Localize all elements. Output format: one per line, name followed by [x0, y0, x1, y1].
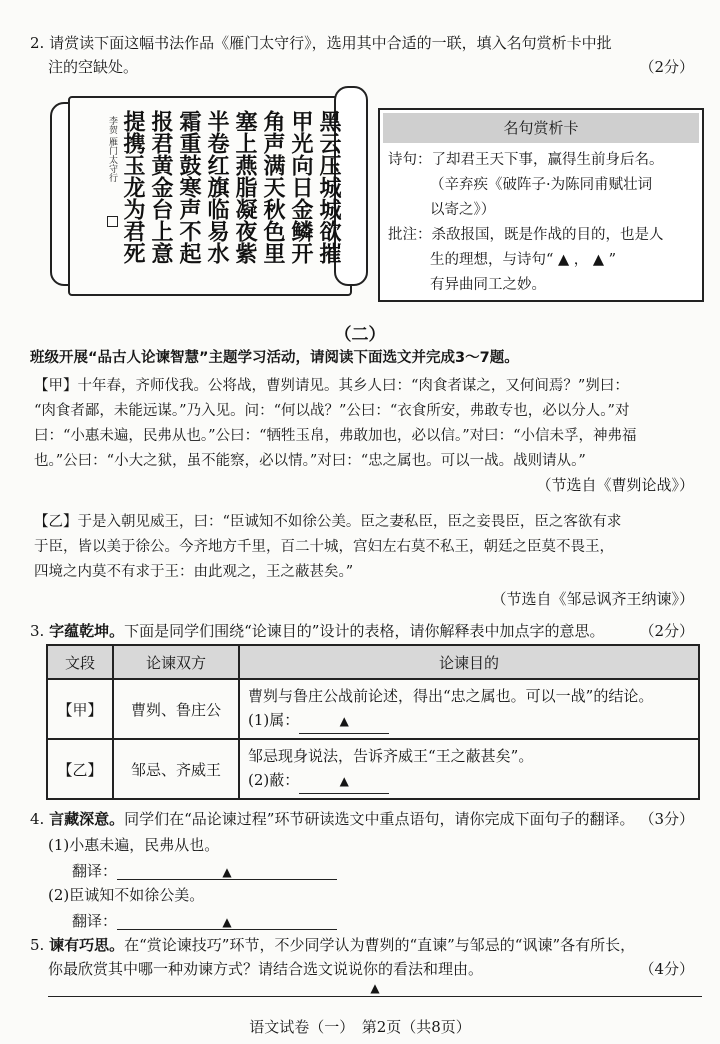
- q4-answer-2: [72, 910, 337, 931]
- calligraphy-scroll: [50, 86, 368, 300]
- table-row: [47, 679, 699, 739]
- q4-num: 4.: [30, 810, 50, 828]
- passage-yi: [34, 510, 621, 585]
- calligraphy-column: 半卷红旗临易水: [204, 110, 230, 264]
- page-footer: 语文试卷（一） 第2页（共8页）: [249, 1018, 471, 1036]
- q4-title: 言藏深意。: [49, 810, 125, 828]
- passage-jia-line: “肉食者鄙，未能远谋。”乃入见。问：“何以战？”公曰：“衣食所安，弗敢专也，必以分人。”对: [34, 403, 630, 419]
- passage-jia-source: （节选自《曹刿论战》）: [536, 476, 694, 494]
- purpose-table: [46, 644, 700, 800]
- q5-num: 5.: [30, 936, 50, 954]
- poem-source-1: （辛弃疾《破阵子·为陈同甫赋壮词: [430, 177, 653, 193]
- q3-points: （2分）: [639, 622, 694, 640]
- table-cell-purpose: [239, 679, 699, 739]
- q5-answer-line[interactable]: [48, 978, 702, 997]
- calligraphy-column: 报君黄金台上意: [148, 110, 174, 264]
- table-header: 论谏目的: [239, 645, 699, 679]
- table-row: [47, 739, 699, 799]
- q4-points: （3分）: [639, 810, 694, 828]
- purpose-text: 曹刿与鲁庄公战前论述，得出“忠之属也。可以一战”的结论。: [248, 687, 654, 705]
- q5-title: 谏有巧思。: [49, 936, 125, 954]
- card-title: 名句赏析卡: [383, 113, 699, 143]
- q2-points: （2分）: [639, 58, 694, 76]
- q2-stem-line1: 2. 请赏读下面这幅书法作品《雁门太守行》，选用其中合适的一联，填入名句赏析卡中批: [30, 34, 612, 52]
- calligraphy-columns: [120, 110, 342, 264]
- q3-title: 字蕴乾坤。: [49, 622, 125, 640]
- calligraphy-seal: [107, 216, 118, 227]
- q4-sentence-1: (1)小惠未遍，民弗从也。: [48, 836, 220, 854]
- calligraphy-column: 甲光向日金鳞开: [288, 110, 314, 264]
- passage-jia-line: 曰：“小惠未遍，民弗从也。”公曰：“牺牲玉帛，弗敢加也，必以信。”对曰：“小信未孚，神弗福: [34, 428, 637, 444]
- appreciation-card: [378, 108, 704, 302]
- section-heading: （二）: [334, 325, 386, 345]
- passage-jia: [34, 374, 637, 474]
- poem-text: 了却君王天下事，赢得生前身后名。: [431, 152, 664, 168]
- passage-yi-line: 【乙】于是入朝见威王，曰：“臣诚知不如徐公美。臣之妻私臣，臣之妾畏臣，臣之客欲有求: [34, 514, 622, 530]
- q5-stem-text: 在“赏论谏技巧”环节，不少同学认为曹刿的“直谏”与邹忌的“讽谏”各有所长，: [124, 936, 636, 954]
- table-header-row: [47, 645, 699, 679]
- q5-stem-line2: 你最欣赏其中哪一种劝谏方式？请结合选文说说你的看法和理由。: [48, 960, 484, 978]
- translation-label: 翻译：: [72, 912, 118, 930]
- answer-blank-marker: ▲: [370, 981, 380, 995]
- calligraphy-column: 黑云压城城欲摧: [316, 110, 342, 264]
- table-cell-parties: 曹刿、鲁庄公: [113, 679, 239, 739]
- q3-num: 3.: [30, 622, 50, 640]
- calligraphy-column: 霜重鼓寒声不起: [176, 110, 202, 264]
- passage-yi-line: 四境之内莫不有求于王：由此观之，王之蔽甚矣。”: [34, 564, 354, 580]
- q4-stem: [30, 808, 634, 829]
- calligraphy-column: 塞上燕脂凝夜紫: [232, 110, 258, 264]
- blank-label: (2)蔽：: [248, 771, 300, 789]
- note-line3: 有异曲同工之妙。: [430, 277, 546, 293]
- q3-stem-text: 下面是同学们围绕“论谏目的”设计的表格，请你解释表中加点字的意思。: [124, 622, 605, 640]
- note-label: 批注：: [388, 227, 432, 243]
- answer-blank[interactable]: ▲: [299, 769, 389, 794]
- answer-blank[interactable]: ▲: [299, 709, 389, 734]
- table-cell-purpose: [239, 739, 699, 799]
- q5-points: （4分）: [639, 960, 694, 978]
- answer-blank[interactable]: ▲: [117, 865, 337, 880]
- purpose-text: 邹忌现身说法，告诉齐威王“王之蔽甚矣”。: [248, 747, 534, 765]
- q5-stem-line1: [30, 934, 635, 955]
- section-intro: 班级开展“品古人论谏智慧”主题学习活动，请阅读下面选文并完成3～7题。: [30, 350, 519, 366]
- q4-stem-text: 同学们在“品论谏过程”环节研读选文中重点语句，请你完成下面句子的翻译。: [124, 810, 635, 828]
- q3-stem: [30, 620, 604, 641]
- calligraphy-column: 角声满天秋色里: [260, 110, 286, 264]
- card-body: [388, 148, 694, 298]
- table-cell-parties: 邹忌、齐威王: [113, 739, 239, 799]
- q4-answer-1: [72, 860, 337, 881]
- q2-stem-line2: 注的空缺处。: [48, 58, 139, 76]
- table-cell-section: 【甲】: [47, 679, 113, 739]
- translation-label: 翻译：: [72, 862, 118, 880]
- table-header: 文段: [47, 645, 113, 679]
- calligraphy-column: 提携玉龙为君死: [120, 110, 146, 264]
- poem-label: 诗句：: [388, 152, 432, 168]
- q4-sentence-2: (2)臣诚知不如徐公美。: [48, 886, 205, 904]
- passage-yi-line: 于臣，皆以美于徐公。今齐地方千里，百二十城，宫妇左右莫不私王，朝廷之臣莫不畏王，: [34, 539, 614, 555]
- blank-label: (1)属：: [248, 711, 300, 729]
- calligraphy-signature: 李贺 雁门太守行: [107, 116, 117, 182]
- poem-source-2: 以寄之》）: [430, 202, 496, 218]
- passage-jia-line: 也。”公曰：“小大之狱，虽不能察，必以情。”对曰：“忠之属也。可以一战。战则请从。”: [34, 453, 586, 469]
- table-cell-section: 【乙】: [47, 739, 113, 799]
- note-line1: 杀敌报国，既是作战的目的，也是人: [431, 227, 664, 243]
- passage-yi-source: （节选自《邹忌讽齐王纳谏》）: [491, 590, 694, 608]
- note-line2[interactable]: 生的理想，与诗句“ ▲ ， ▲ ”: [430, 252, 617, 268]
- answer-blank[interactable]: ▲: [117, 915, 337, 930]
- passage-jia-line: 【甲】十年春，齐师伐我。公将战，曹刿请见。其乡人曰：“肉食者谋之，又何间焉？”刿曰：: [34, 378, 629, 394]
- table-header: 论谏双方: [113, 645, 239, 679]
